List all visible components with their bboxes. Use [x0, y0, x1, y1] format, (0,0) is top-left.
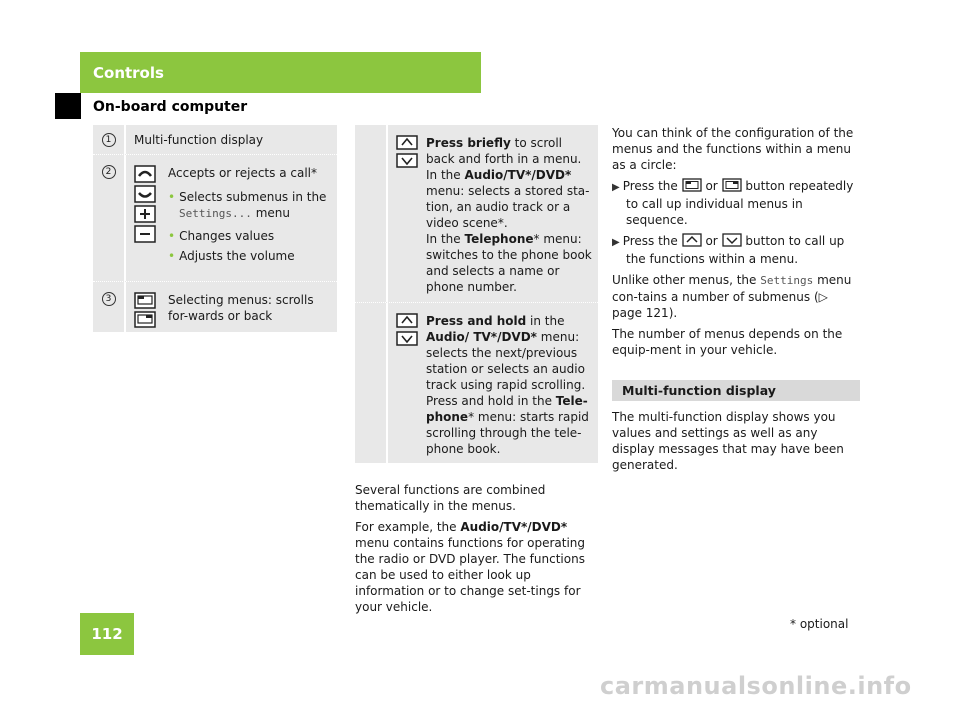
arrow-up-icon — [396, 313, 418, 328]
paragraph: Several functions are combined thematically in the menus. — [355, 483, 546, 513]
section-heading: Multi-function display — [612, 380, 860, 401]
arrow-down-icon — [396, 331, 418, 346]
menu-back-icon — [722, 178, 742, 192]
phone-reject-icon — [134, 185, 156, 203]
page-ref-arrow-icon: ▷ — [818, 290, 828, 304]
table-row — [93, 282, 337, 332]
callout-number: 2 — [102, 165, 116, 179]
scroll-table — [355, 125, 598, 463]
menu-forward-icon — [682, 178, 702, 192]
body-text-middle — [355, 482, 600, 620]
scroll-description: Press briefly to scroll back and forth in a menu. In the Audio/TV*/DVD* menu: selects a stored sta-tion, an audio track or a video scene*. In the Telephone* menu: switches to the phone book and selects a name or phone number. — [426, 136, 592, 294]
row-description: Multi-function display — [134, 133, 264, 147]
watermark: carmanualsonline.info — [600, 672, 912, 700]
bullet-item: • Changes values — [168, 229, 275, 243]
optional-note: * optional — [790, 617, 849, 631]
paragraph: The number of menus depends on the equip-ment in your vehicle. — [612, 327, 843, 357]
hold-description: Press and hold in the Audio/ TV*/DVD* menu: selects the next/previous station or selects an audio track using rapid scrolling. Press and hold in the Tele- phone* menu: starts rapid scrolling through the tele-phone book. — [426, 314, 589, 456]
section-title: Controls — [93, 64, 164, 82]
page-reference-link[interactable]: page 121). — [612, 306, 678, 320]
callout-number: 1 — [102, 133, 116, 147]
bullet-item: • Selects submenus in the Settings... menu — [168, 190, 327, 220]
step-arrow-icon: ▶ — [612, 182, 620, 193]
menu-forward-icon — [134, 292, 156, 309]
paragraph: Unlike other menus, the Settings menu con-tains a number of submenus (▷ page 121). — [612, 273, 852, 320]
row-description: Selecting menus: scrolls for-wards or back — [168, 293, 314, 323]
instruction-step: ▶ Press the or button repeatedly to call up individual menus in sequence. — [612, 179, 854, 227]
plus-icon — [134, 205, 156, 223]
table-row — [355, 303, 598, 463]
table-row — [355, 125, 598, 303]
callout-number: 3 — [102, 292, 116, 306]
arrow-down-icon — [396, 153, 418, 168]
minus-icon — [134, 225, 156, 243]
subsection-title: On-board computer — [93, 99, 248, 115]
row-description: Accepts or rejects a call* — [168, 166, 317, 180]
table-row — [93, 125, 337, 155]
table-row — [93, 155, 337, 282]
paragraph: The multi-function display shows you values and settings as well as any display messages that may have been generated. — [612, 410, 844, 472]
arrow-up-icon — [682, 233, 702, 247]
arrow-down-icon — [722, 233, 742, 247]
instruction-step: ▶ Press the or button to call up the functions within a menu. — [612, 234, 845, 266]
phone-accept-icon — [134, 165, 156, 183]
controls-table — [93, 125, 337, 332]
menu-back-icon — [134, 311, 156, 328]
body-text-right — [612, 125, 860, 478]
header-marker — [55, 93, 81, 119]
paragraph: You can think of the configuration of the menus and the functions within a menu as a circle: — [612, 126, 854, 172]
arrow-up-icon — [396, 135, 418, 150]
step-arrow-icon: ▶ — [612, 237, 620, 248]
page-number: 112 — [80, 613, 134, 655]
bullet-item: • Adjusts the volume — [168, 249, 295, 263]
paragraph: For example, the Audio/TV*/DVD* menu contains functions for operating the radio or DVD player. The functions can be used to either look up information or to change set-tings for your vehicle. — [355, 520, 585, 614]
